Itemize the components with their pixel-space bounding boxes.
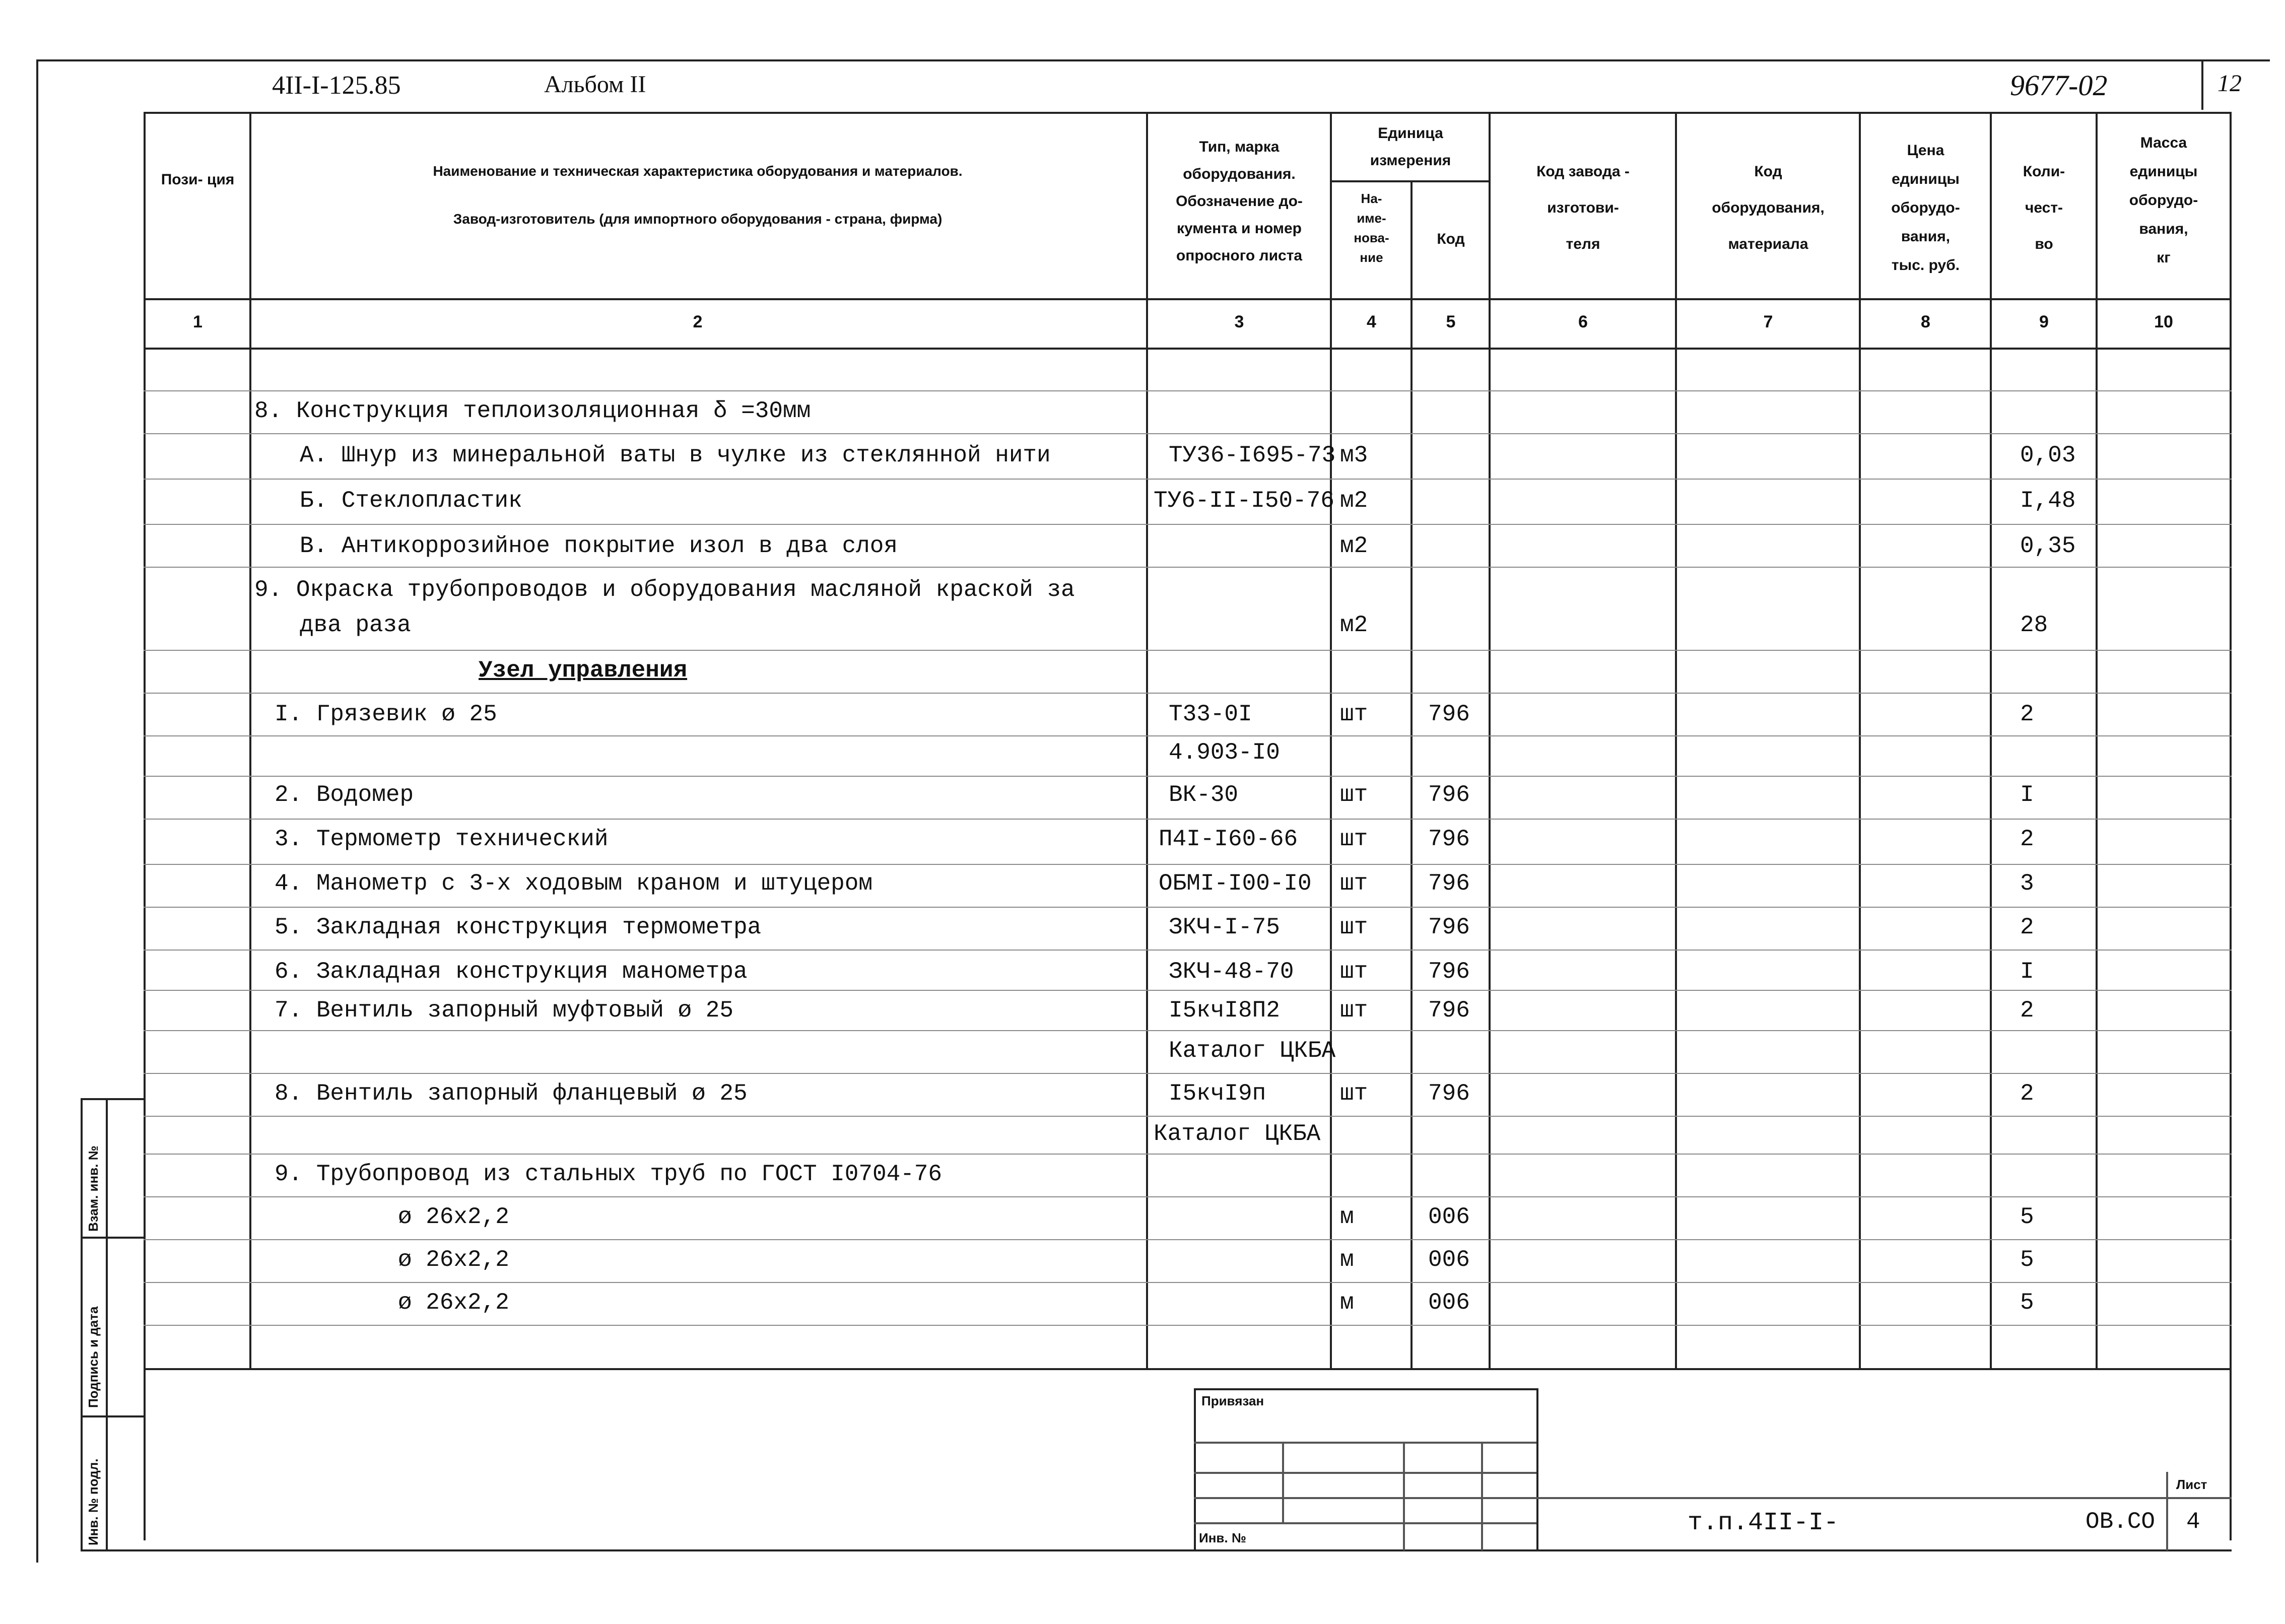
row-name: 9. Трубопровод из стальных труб по ГОСТ I0704-76 [275,1161,943,1187]
side-label-replace: Взам. инв. № [86,1145,101,1232]
row-separator [144,819,2232,820]
col-header-equipment-code: Код оборудования, материала [1712,163,1825,252]
col-header-unit-name: На- име- нова- ние [1354,191,1389,265]
row-type: ЗКЧ-48-70 [1169,959,1294,985]
row-code: 796 [1428,1080,1470,1107]
row-unit: м [1340,1247,1354,1273]
stamp-right-border [1536,1388,1538,1550]
row-separator [144,864,2232,865]
row-code: 006 [1428,1290,1470,1316]
stamp-left-border [1194,1388,1196,1550]
sheet-top-number: 12 [2217,70,2242,97]
stamp-project-code: т.п.4II-I- [1688,1509,1839,1537]
col-divider-9 [2096,112,2098,1368]
row-type: Каталог ЦКБА [1169,1038,1336,1064]
header-bottom-border [144,298,2232,300]
row-quantity: 0,35 [2020,533,2076,559]
row-type: 4.903-I0 [1169,739,1280,766]
row-unit: шт [1340,701,1368,727]
col-divider-6 [1675,112,1677,1368]
col-header-name: Наименование и техническая характеристика оборудования и материалов. [433,163,963,179]
row-unit: шт [1340,782,1368,808]
row-unit: шт [1340,997,1368,1024]
side-strip-left [81,1098,83,1551]
stamp-divider [1282,1442,1284,1522]
col-header-manufacturer: Завод-изготовитель (для импортного оборудования - страна, фирма) [453,211,943,227]
row-separator [144,1154,2232,1155]
stamp-bottom-border [144,1549,2232,1551]
row-quantity: 2 [2020,826,2034,852]
row-separator [144,735,2232,736]
col-number-10: 10 [2154,312,2173,331]
col-number-1: 1 [193,312,203,331]
side-strip-inner [106,1098,108,1551]
row-type: ТУ6-II-I50-76 [1154,488,1334,514]
row-name: В. Антикоррозийное покрытие изол в два слоя [300,533,898,559]
header-divider [2201,59,2203,110]
stamp-line [1194,1522,1536,1524]
col-divider-5 [1489,112,1491,1368]
side-strip-line [81,1237,144,1239]
col-header-unit-code: Код [1437,231,1465,247]
row-unit: шт [1340,959,1368,985]
col-header-unit: Единица измерения [1370,125,1451,169]
stamp-sheet-number: 4 [2186,1509,2200,1535]
row-code: 796 [1428,959,1470,985]
row-quantity: 2 [2020,701,2034,727]
row-separator [144,1239,2232,1240]
col-number-3: 3 [1234,312,1244,331]
row-separator [144,479,2232,480]
stamp-attached-label: Привязан [1201,1393,1264,1408]
col-divider-8 [1990,112,1992,1368]
stamp-inv-label: Инв. № [1199,1530,1246,1545]
stamp-sheet-label: Лист [2176,1477,2207,1492]
col-header-quantity: Коли- чест- во [2023,163,2065,252]
row-separator [144,776,2232,777]
table-bottom-border [144,1368,2232,1370]
row-type: Каталог ЦКБА [1154,1121,1321,1147]
row-separator [144,1116,2232,1117]
stamp-divider [1481,1442,1483,1550]
table-right-border [2230,112,2232,1540]
row-quantity: 2 [2020,997,2034,1024]
col-divider-3 [1330,112,1332,1368]
row-unit: м [1340,1290,1354,1316]
row-name: ø 26x2,2 [398,1247,509,1273]
table-left-border [144,112,146,1540]
col-number-5: 5 [1446,312,1456,331]
row-quantity: 5 [2020,1247,2034,1273]
row-name: 9. Окраска трубопроводов и оборудования масляной краской за [254,577,1075,603]
document-code: 4II-I-125.85 [272,71,401,100]
row-unit: м2 [1340,612,1368,638]
side-label-inventory: Инв. № подл. [86,1458,101,1545]
row-quantity: I [2020,959,2034,985]
row-quantity: 2 [2020,1080,2034,1107]
row-name: 4. Манометр с 3-х ходовым краном и штуцером [275,870,872,897]
row-code: 796 [1428,997,1470,1024]
side-strip-line [81,1098,144,1100]
stamp-line [1194,1497,2232,1499]
row-unit: м2 [1340,533,1368,559]
row-name: ø 26x2,2 [398,1290,509,1316]
row-type: ОБМI-I00-I0 [1159,870,1312,897]
col-header-mass: Масса единицы оборудо- вания, кг [2129,134,2198,266]
row-type: I5кчI8П2 [1169,997,1280,1024]
row-quantity: 0,03 [2020,442,2076,468]
row-name: 3. Термометр технический [275,826,609,852]
col-header-type: Тип, марка оборудования. Обозначение до- кумента и номер опросного листа [1176,139,1303,264]
table-top-border [144,112,2232,114]
row-name: 8. Вентиль запорный фланцевый ø 25 [275,1080,748,1107]
page-frame [36,59,2270,1563]
row-type: ТУ36-I695-73 [1169,442,1336,468]
row-separator [144,1282,2232,1283]
row-code: 796 [1428,914,1470,940]
row-type: I5кчI9п [1169,1080,1266,1107]
stamp-section-code: ОВ.СО [2086,1509,2156,1535]
row-code: 796 [1428,870,1470,897]
row-separator [144,1030,2232,1031]
row-separator [144,1073,2232,1074]
row-separator [144,567,2232,568]
row-separator [144,1196,2232,1197]
row-name: 7. Вентиль запорный муфтовый ø 25 [275,997,733,1024]
row-unit: м [1340,1204,1354,1230]
row-separator [144,950,2232,951]
col-number-6: 6 [1578,312,1588,331]
row-quantity: 5 [2020,1290,2034,1316]
col-number-7: 7 [1763,312,1773,331]
row-name: 5. Закладная конструкция термометра [275,914,762,940]
row-quantity: 3 [2020,870,2034,897]
row-separator [144,650,2232,651]
row-quantity: 5 [2020,1204,2034,1230]
row-type: ЗКЧ-I-75 [1169,914,1280,940]
row-code: 796 [1428,782,1470,808]
row-separator [144,433,2232,434]
row-code: 006 [1428,1247,1470,1273]
row-unit: шт [1340,826,1368,852]
row-separator [144,390,2232,391]
row-unit: шт [1340,870,1368,897]
row-separator [144,524,2232,525]
row-unit: м2 [1340,488,1368,514]
row-name: два раза [300,612,411,638]
row-quantity: 28 [2020,612,2048,638]
side-strip-line [81,1415,144,1417]
side-strip-line [81,1549,144,1551]
stamp-sheet-line [2166,1497,2232,1499]
row-name: 8. Конструкция теплоизоляционная δ =30мм [254,398,811,424]
row-separator [144,907,2232,908]
col-header-price: Цена единицы оборудо- вания, тыс. руб. [1891,142,1960,274]
stamp-line [1194,1472,1536,1474]
col-number-4: 4 [1367,312,1376,331]
stamp-divider [1403,1442,1405,1550]
row-separator [144,1325,2232,1326]
row-code: 796 [1428,701,1470,727]
numbers-bottom-border [144,348,2232,350]
stamp-sheet-divider [2166,1472,2168,1550]
side-label-signature: Подпись и дата [86,1306,101,1408]
row-code: 796 [1428,826,1470,852]
album-label: Альбом II [544,71,646,98]
row-quantity: I,48 [2020,488,2076,514]
col-header-position: Пози- ция [161,171,235,188]
row-name: А. Шнур из минеральной ваты в чулке из стеклянной нити [300,442,1051,468]
row-name: Б. Стеклопластик [300,488,522,514]
stamp-line [1194,1442,1536,1444]
col-divider-2 [1146,112,1148,1368]
row-separator [144,693,2232,694]
row-type: П4I-I60-66 [1159,826,1298,852]
row-quantity: I [2020,782,2034,808]
row-name: 2. Водомер [275,782,414,808]
col-number-2: 2 [693,312,703,331]
row-name: I. Грязевик ø 25 [275,701,497,727]
row-unit: м3 [1340,442,1368,468]
stamp-top-border [1194,1388,1536,1390]
col-header-factory-code: Код завода - изготови- теля [1536,163,1630,252]
row-quantity: 2 [2020,914,2034,940]
col-divider-1 [249,112,251,1368]
col-number-9: 9 [2039,312,2049,331]
unit-subheader-border [1330,180,1489,182]
col-divider-4 [1410,181,1413,1368]
row-unit: шт [1340,1080,1368,1107]
row-code: 006 [1428,1204,1470,1230]
col-divider-7 [1859,112,1861,1368]
row-separator [144,990,2232,991]
col-number-8: 8 [1921,312,1930,331]
serial-number: 9677-02 [2010,69,2108,102]
section-title: Узел управления [479,657,688,684]
row-name: 6. Закладная конструкция манометра [275,959,748,985]
row-unit: шт [1340,914,1368,940]
row-name: ø 26x2,2 [398,1204,509,1230]
row-type: ВК-30 [1169,782,1239,808]
row-type: Т33-0I [1169,701,1252,727]
